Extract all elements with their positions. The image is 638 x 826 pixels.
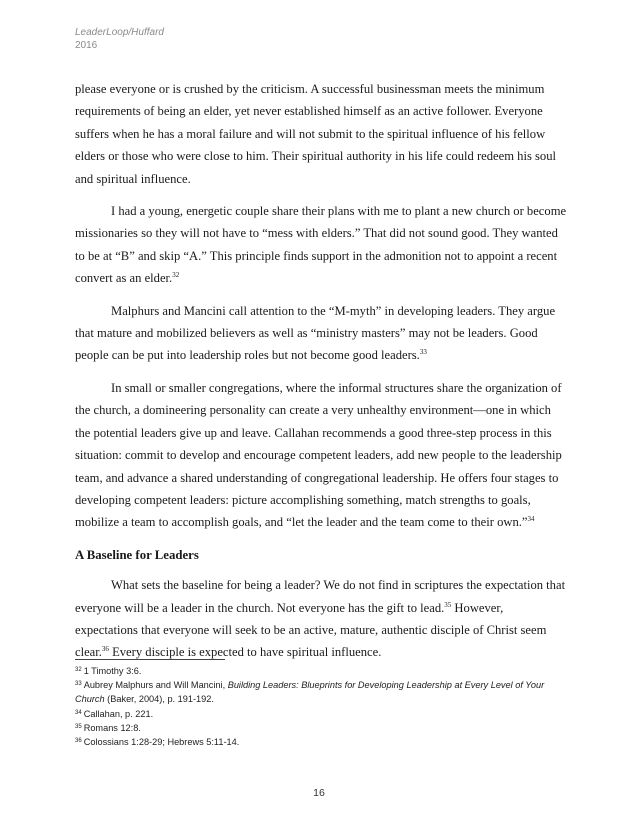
footnote <box>75 664 570 678</box>
footnote-number: 36 <box>75 738 82 745</box>
paragraph <box>75 574 567 664</box>
header-title: LeaderLoop/Huffard <box>75 27 164 38</box>
footnote <box>75 735 570 749</box>
footnote-text: Colossians 1:28-29; Hebrews 5:11-14. <box>83 737 240 748</box>
paragraph-text: I had a young, energetic couple share their plans with me to plant a new church or become missionaries so they will not have to “mess with elders.” That did not sound good. They wanted to be at “B” and skip “A.” This principle finds support in the admonition not to appoint a recent convert as an elder. <box>75 204 567 286</box>
footnote-ref[interactable]: 36 <box>101 645 109 654</box>
paragraph-text: However, expectations that everyone will seek to be an active, mature, authentic disciple of Christ seem clear. <box>75 600 547 660</box>
paragraph <box>75 377 567 534</box>
footnote-ref[interactable]: 33 <box>419 348 427 357</box>
paragraph-text: Every disciple is expected to have spiritual influence. <box>108 645 382 660</box>
paragraph <box>75 78 567 190</box>
footnote-ref[interactable]: 35 <box>444 600 452 609</box>
footnote <box>75 707 570 721</box>
footnote-number: 32 <box>75 667 82 673</box>
footnote-ref[interactable]: 32 <box>172 271 180 280</box>
footnote-ref[interactable]: 34 <box>527 515 535 524</box>
footnote-text: 1 Timothy 3:6. <box>83 666 142 676</box>
footnote-number: 35 <box>75 723 82 730</box>
footnote-text: Callahan, p. 221. <box>83 708 154 719</box>
paragraph-text: What sets the baseline for being a leader? We do not find in scriptures the expectation that everyone will be a leader in the church. Not everyone has the gift to lead. <box>75 578 566 615</box>
footnote <box>75 678 570 706</box>
footnote <box>75 721 570 735</box>
header-year: 2016 <box>75 40 98 51</box>
footnotes <box>75 664 570 749</box>
footnote-number: 34 <box>75 709 82 716</box>
section-heading: A Baseline for Leaders <box>75 547 199 562</box>
body-text <box>75 78 567 674</box>
paragraph <box>75 300 567 367</box>
footnote-text: Romans 12:8. <box>83 722 141 733</box>
footnote-separator <box>75 659 225 660</box>
paragraph-text: Malphurs and Mancini call attention to the “M-myth” in developing leaders. They argue that mature and mobilized believers as well as “ministry masters” may not be leaders. Good people can be put into leadership roles but not become good leaders. <box>75 303 556 363</box>
footnote-text: (Baker, 2004), p. 191-192. <box>104 694 214 705</box>
page-number: 16 <box>313 787 325 799</box>
footnote-number: 33 <box>75 681 82 688</box>
footnote-book-title: Building Leaders: Blueprints for Developing Leadership at Every Level of Your Church <box>75 680 545 705</box>
paragraph <box>75 200 567 290</box>
paragraph-text: In small or smaller congregations, where the informal structures share the organization of the church, a domineering personality can create a very unhealthy environment—one in which the potential leaders give up and leave. Callahan recommends a good three-step process in this situation: commit to develop and encourage competent leaders, add new people to the leadership team, and advance a shared understanding of congregational leadership. He offers four stages to developing competent leaders: picture accomplishing something, match strengths to goals, mobilize a team to accomplish goals, and “let the leader and the team come to their own.” <box>75 380 562 530</box>
footnote-text: Aubrey Malphurs and Will Mancini, <box>83 680 228 691</box>
running-header <box>75 26 164 52</box>
paragraph-text: please everyone or is crushed by the criticism. A successful businessman meets the minimum requirements of being an elder, yet never established himself as an active follower. Everyone suffers when he has a moral failure and will not submit to the spiritual influence of his fellow elders or those who were close to him. Their spiritual authority in his life could redeem his soul and spiritual influence. <box>75 82 557 186</box>
